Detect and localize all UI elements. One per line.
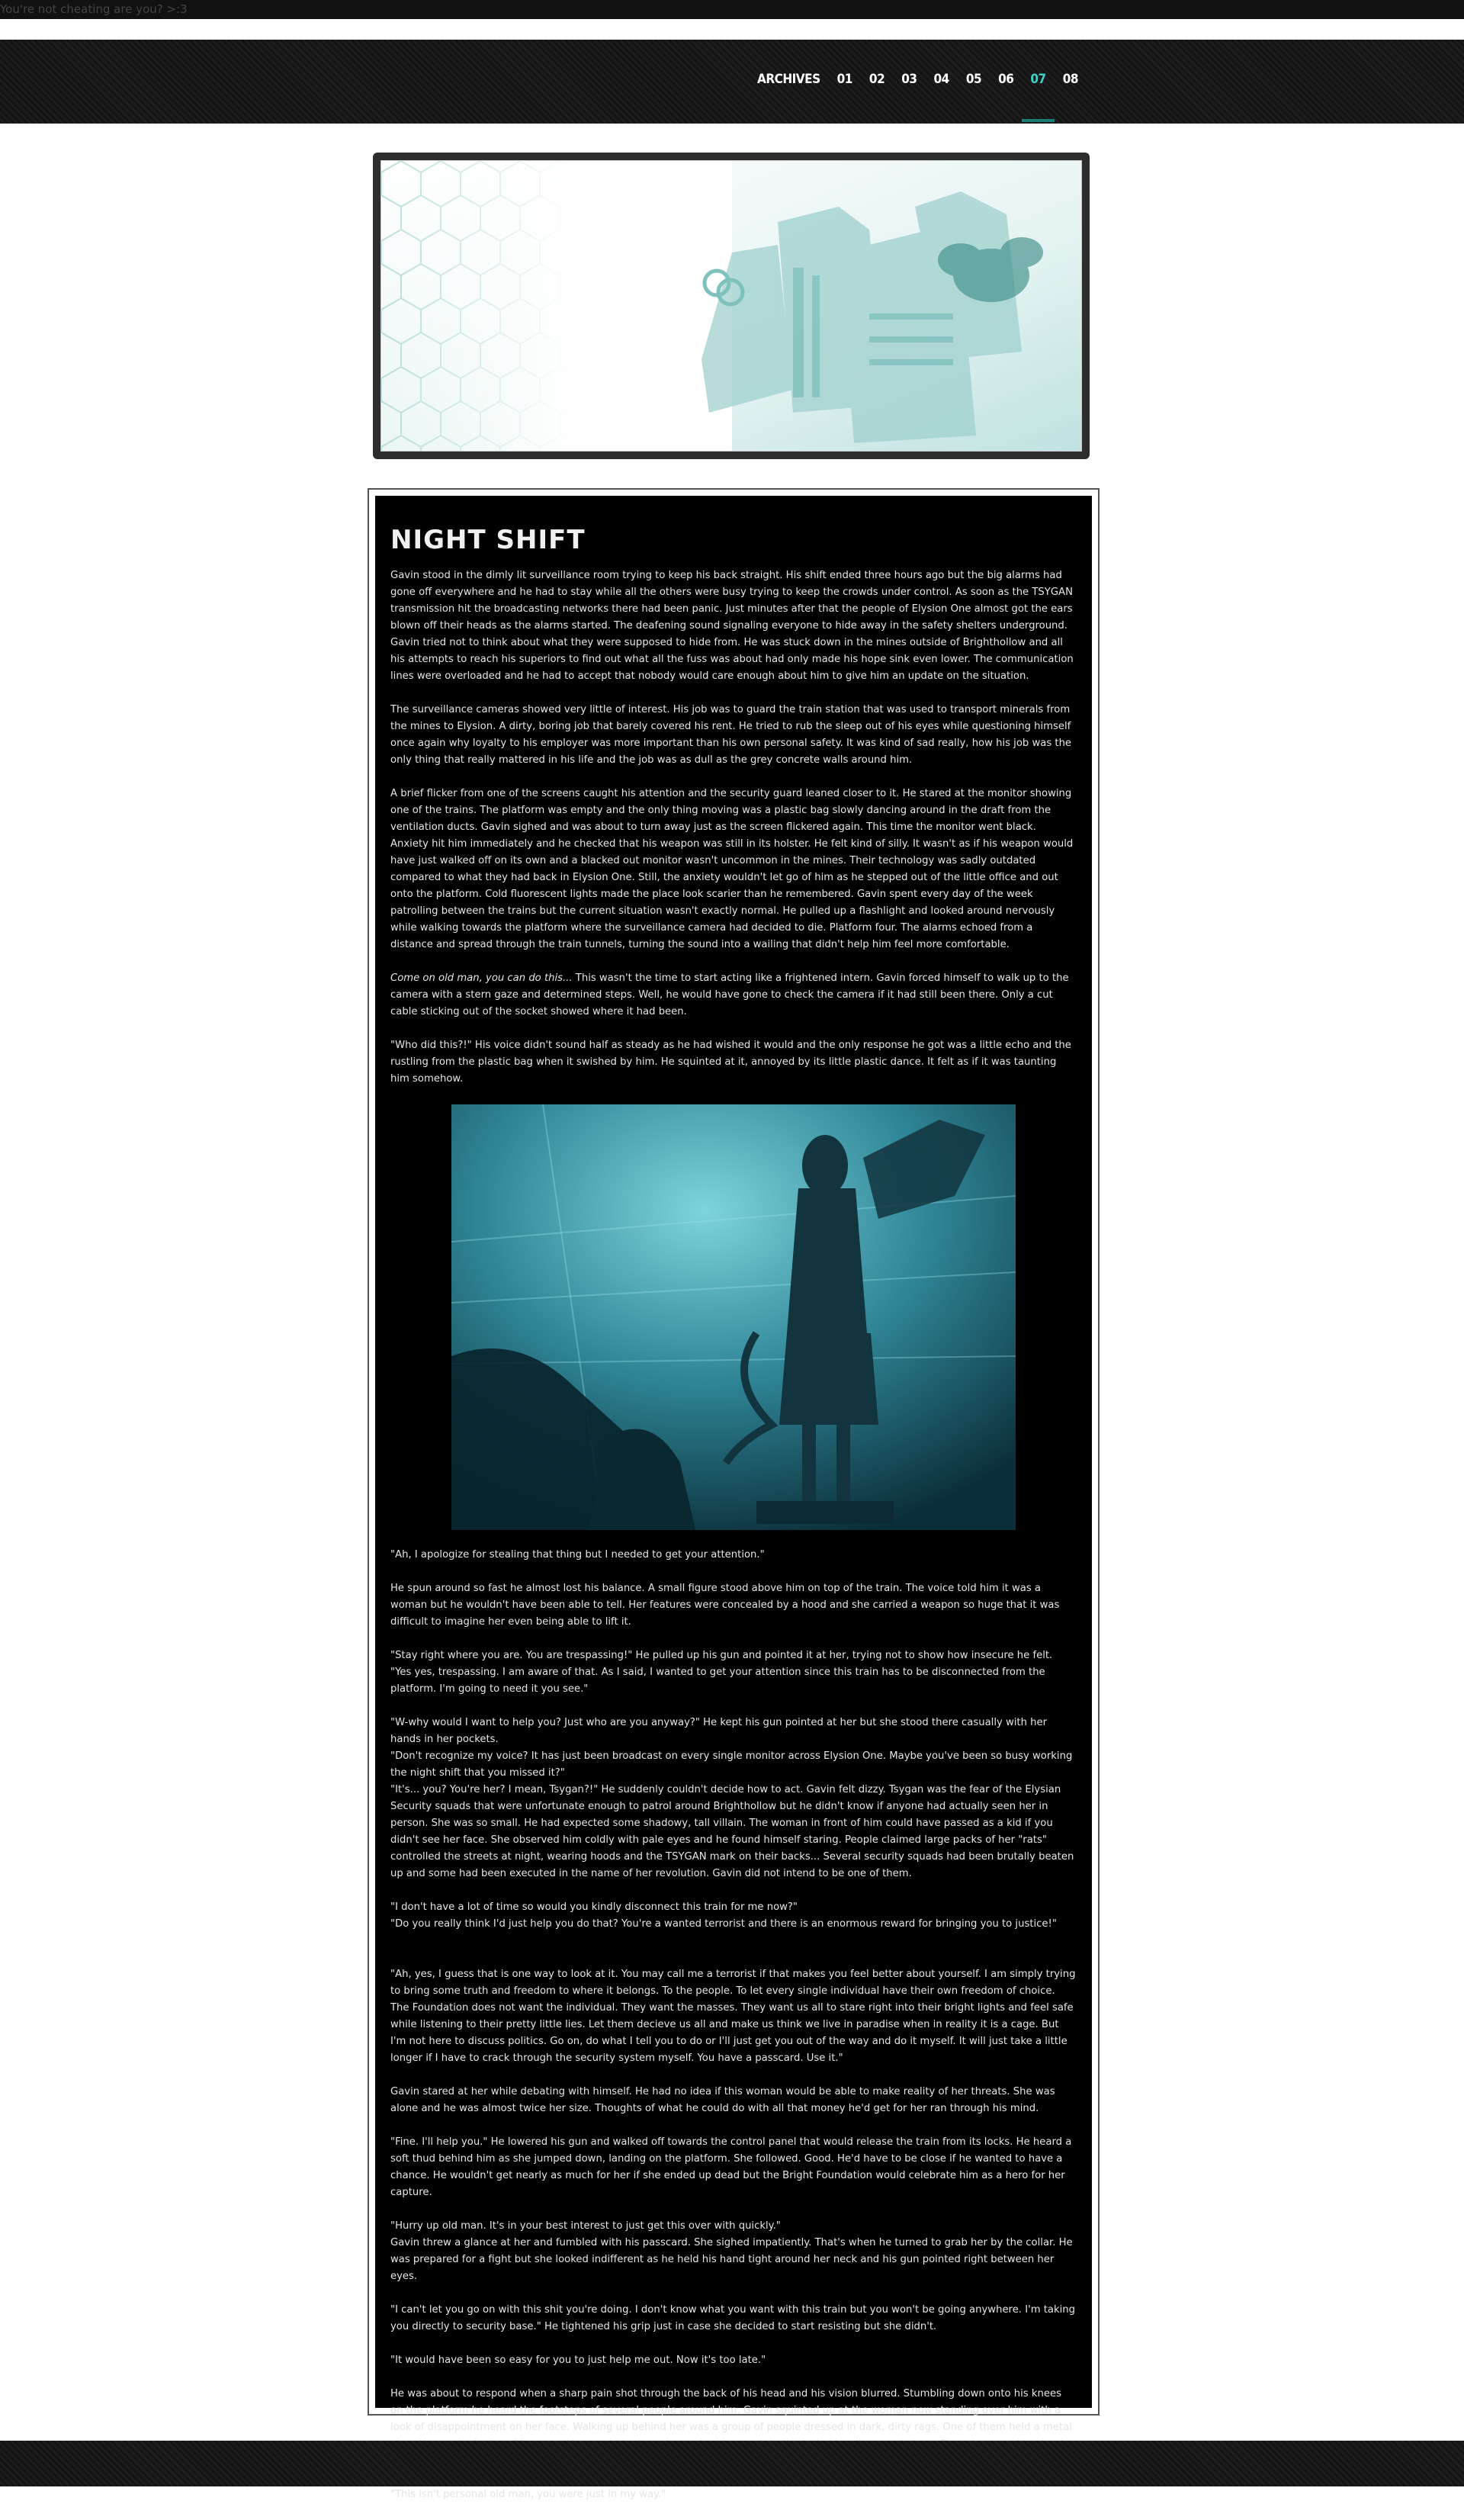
nav-chapter-02[interactable]: 02: [868, 72, 885, 87]
header-banner: [373, 153, 1090, 459]
chapter-nav: [749, 72, 1087, 122]
paragraph: "Who did this?!" His voice didn't sound half as steady as he had wished it would and the only response he got was a little echo and the rustling from the plastic bag when it swished by him. He squinted at it, annoyed by its little plastic dance. It felt as if it was taunting him somehow.: [390, 1040, 1071, 1085]
story-illustration: [451, 1104, 1016, 1530]
nav-chapter-03[interactable]: 03: [901, 72, 917, 87]
nav-chapter-04[interactable]: 04: [933, 72, 949, 87]
paragraph: "Ah, yes, I guess that is one way to look at it. You may call me a terrorist if that makes you feel better about yourself. I am simply trying to bring some truth and freedom to where it belongs. To the people. To let every single individual have their own freedom of choice. The Foundation does not want the individual. They want the masses. They want us all to stare right into their bright lights and feel safe while listening to their pretty little lies. Let them decieve us all and make us think we live in paradise when in reality it is a cage. But I'm not here to discuss politics. Go on, do what I tell you to do or I'll just get you out of the way and do it myself. It will just take a little longer if I have to crack through the security system myself. You have a passcard. Use it.": [390, 1969, 1076, 2064]
italic-thought: Come on old man, you can do this...: [390, 972, 573, 984]
paragraph: He spun around so fast he almost lost his balance. A small figure stood above him on top of the train. The voice told him it was a woman but he wouldn't have been able to tell. Her features were concealed by a hood and she carried a weapon so huge that it was difficult to imagine her even being able to lift it.: [390, 1583, 1060, 1628]
paragraph-rest: This wasn't the time to start acting like a frightened intern. Gavin forced himself to walk up to the camera with a stern gaze and determined steps. Well, he would have gone to check the camera if it had still been there. Only a cut cable sticking out of the socket showed where it had been.: [390, 972, 1069, 1017]
chapter-content: [375, 496, 1092, 2500]
nav-chapter-08[interactable]: 08: [1062, 72, 1078, 87]
paragraph: He was about to respond when a sharp pain shot through the back of his head and his vision blurred. Stumbling down onto his knees on the platform he heard the footsteps of several people around him. Gavin squinted up at the woman now standing over him with a look of disappointment on her face. Walking up behind her was a group of people dressed in dark, dirty rags. One of them held a metal: [390, 2388, 1072, 2433]
dialogue-line: "It's... you? You're her? I mean, Tsygan?!" He suddenly couldn't decide how to act. Gavin felt dizzy. Tsygan was the fear of the Elysian Security squads that were unfortunate enough to patrol around Brighthollow but he didn't know if anyone had actually seen her in person. She was so small. He had expected some shadowy, tall villain. The woman in front of him could have passed as a kid if you didn't see her face. She observed him coldly with pale eyes and he found himself staring. People claimed large packs of her "rats" controlled the streets at night, wearing hoods and the TSYGAN mark on their backs... Several security squads had been brutally beaten up and some had been executed in the name of her revolution. Gavin did not intend to be one of them.: [390, 1784, 1074, 1879]
dialogue-line: "Hurry up old man. It's in your best interest to just get this over with quickly.": [390, 2220, 781, 2232]
dialogue-line: "Do you really think I'd just help you do that? You're a wanted terrorist and there is an enormous reward for bringing you to justice!": [390, 1918, 1057, 1930]
paragraph: Gavin stared at her while debating with himself. He had no idea if this woman would be able to make reality of her threats. She was alone and he was almost twice her size. Thoughts of what he could do with all that money he'd get for her ran through his mind.: [390, 2086, 1055, 2114]
banner-image: [380, 160, 1082, 452]
top-message: You're not cheating are you? >:3: [0, 2, 188, 16]
paragraph: The surveillance cameras showed very little of interest. His job was to guard the train station that was used to transport minerals from the mines to Elysion. A dirty, boring job that barely covered his rent. He tried to rub the sleep out of his eyes while questioning himself once again why loyalty to his employer was more important than his own personal safety. It was kind of sad really, how his job was the only thing that really mattered in his life and the job was as dull as the grey concrete walls around him.: [390, 704, 1072, 766]
footer-bar: [0, 2441, 1464, 2486]
dialogue-line: "Stay right where you are. You are trespassing!" He pulled up his gun and pointed it at her, trying not to show how insecure he felt.: [390, 1650, 1053, 1661]
nav-chapter-05[interactable]: 05: [965, 72, 982, 87]
banner-illustration: [381, 161, 1081, 451]
chapter-frame: [368, 488, 1100, 2500]
dialogue-line: Gavin threw a glance at her and fumbled with his passcard. She sighed impatiently. That's when he turned to grab her by the collar. He was prepared for a fight but she looked indifferent as he held his hand tight around her neck and his gun pointed right between her eyes.: [390, 2237, 1073, 2282]
paragraph: A brief flicker from one of the screens caught his attention and the security guard leaned closer to it. He stared at the monitor showing one of the trains. The platform was empty and the only thing moving was a plastic bag slowly dancing around in the draft from the ventilation ducts. Gavin sighed and was about to turn away just as the screen flickered again. This time the monitor went black. Anxiety hit him immediately and he checked that his weapon was still in its holster. He felt kind of silly. It wasn't as if his weapon would have just walked off on its own and a blacked out monitor wasn't uncommon in the mines. Their technology was sadly outdated compared to what they had back in Elysion One. Still, the anxiety wouldn't let go of him as he stepped out of the little office and out onto the platform. Cold fluorescent lights made the place look scarier than he remembered. Gavin spent every day of the week patrolling between the trains but the current situation wasn't exactly normal. He pulled up a flashlight and looked around nervously while walking towards the platform where the surveillance camera had decided to die. Platform four. The alarms echoed from a distance and spread through the train tunnels, turning the sound into a wailing that didn't help him feel more comfortable.: [390, 788, 1074, 950]
top-message-strip: [0, 0, 1464, 19]
nav-chapter-06[interactable]: 06: [998, 72, 1014, 87]
paragraph: "It would have been so easy for you to just help me out. Now it's too late.": [390, 2354, 766, 2366]
dialogue-line: "Yes yes, trespassing. I am aware of that. As I said, I wanted to get your attention since this train has to be disconnected from the platform. I'm going to need it you see.": [390, 1667, 1045, 1695]
paragraph: Gavin stood in the dimly lit surveillance room trying to keep his back straight. His shift ended three hours ago but the big alarms had gone off everywhere and he had to stay while all the others were busy trying to keep the crowds under control. As soon as the TSYGAN transmission hit the broadcasting networks there had been panic. Just minutes after that the people of Elysion One almost got the ears blown off their heads as the alarms started. The deafening sound signaling everyone to hide away in the safety shelters underground. Gavin tried not to think about what they were supposed to hide from. He was stuck down in the mines outside of Brighthollow and all his attempts to reach his superiors to find out what all the fuss was about had only made his hope sink even lower. The communication lines were overloaded and he had to accept that nobody would care enough about him to give him an update on the situation.: [390, 570, 1074, 682]
page-title: NIGHT SHIFT: [390, 525, 586, 555]
paragraph: "Fine. I'll help you." He lowered his gun and walked off towards the control panel that would release the train from its locks. He heard a soft thud behind him as she jumped down, landing on the platform. She followed. Good. He'd have to be close if he wanted to have a chance. He wouldn't get nearly as much for her if she ended up dead but the Bright Foundation would celebrate him as a hero for her capture.: [390, 2136, 1072, 2198]
story-text: [390, 567, 1077, 2520]
paragraph: "I can't let you go on with this shit you're doing. I don't know what you want with this train but you won't be going anywhere. I'm taking you directly to security base." He tightened his grip just in case she decided to start resisting but she didn't.: [390, 2304, 1076, 2332]
paragraph: "Ah, I apologize for stealing that thing but I needed to get your attention.": [390, 1549, 765, 1561]
nav-archives[interactable]: ARCHIVES: [756, 72, 820, 87]
paragraph: [390, 970, 1077, 1021]
nav-chapter-01[interactable]: 01: [836, 72, 852, 87]
navigation-bar: [0, 40, 1464, 124]
nav-chapter-07[interactable]: 07: [1022, 72, 1054, 122]
paragraph: "This isn't personal old man, you were just in my way.": [390, 2489, 666, 2500]
dialogue-line: "W-why would I want to help you? Just who are you anyway?" He kept his gun pointed at her but she stood there casually with her hands in her pockets.: [390, 1717, 1048, 1745]
dialogue-line: "I don't have a lot of time so would you kindly disconnect this train for me now?": [390, 1901, 798, 1913]
dialogue-line: "Don't recognize my voice? It has just been broadcast on every single monitor across Elysion One. Maybe you've been so busy working the night shift that you missed it?": [390, 1750, 1073, 1779]
